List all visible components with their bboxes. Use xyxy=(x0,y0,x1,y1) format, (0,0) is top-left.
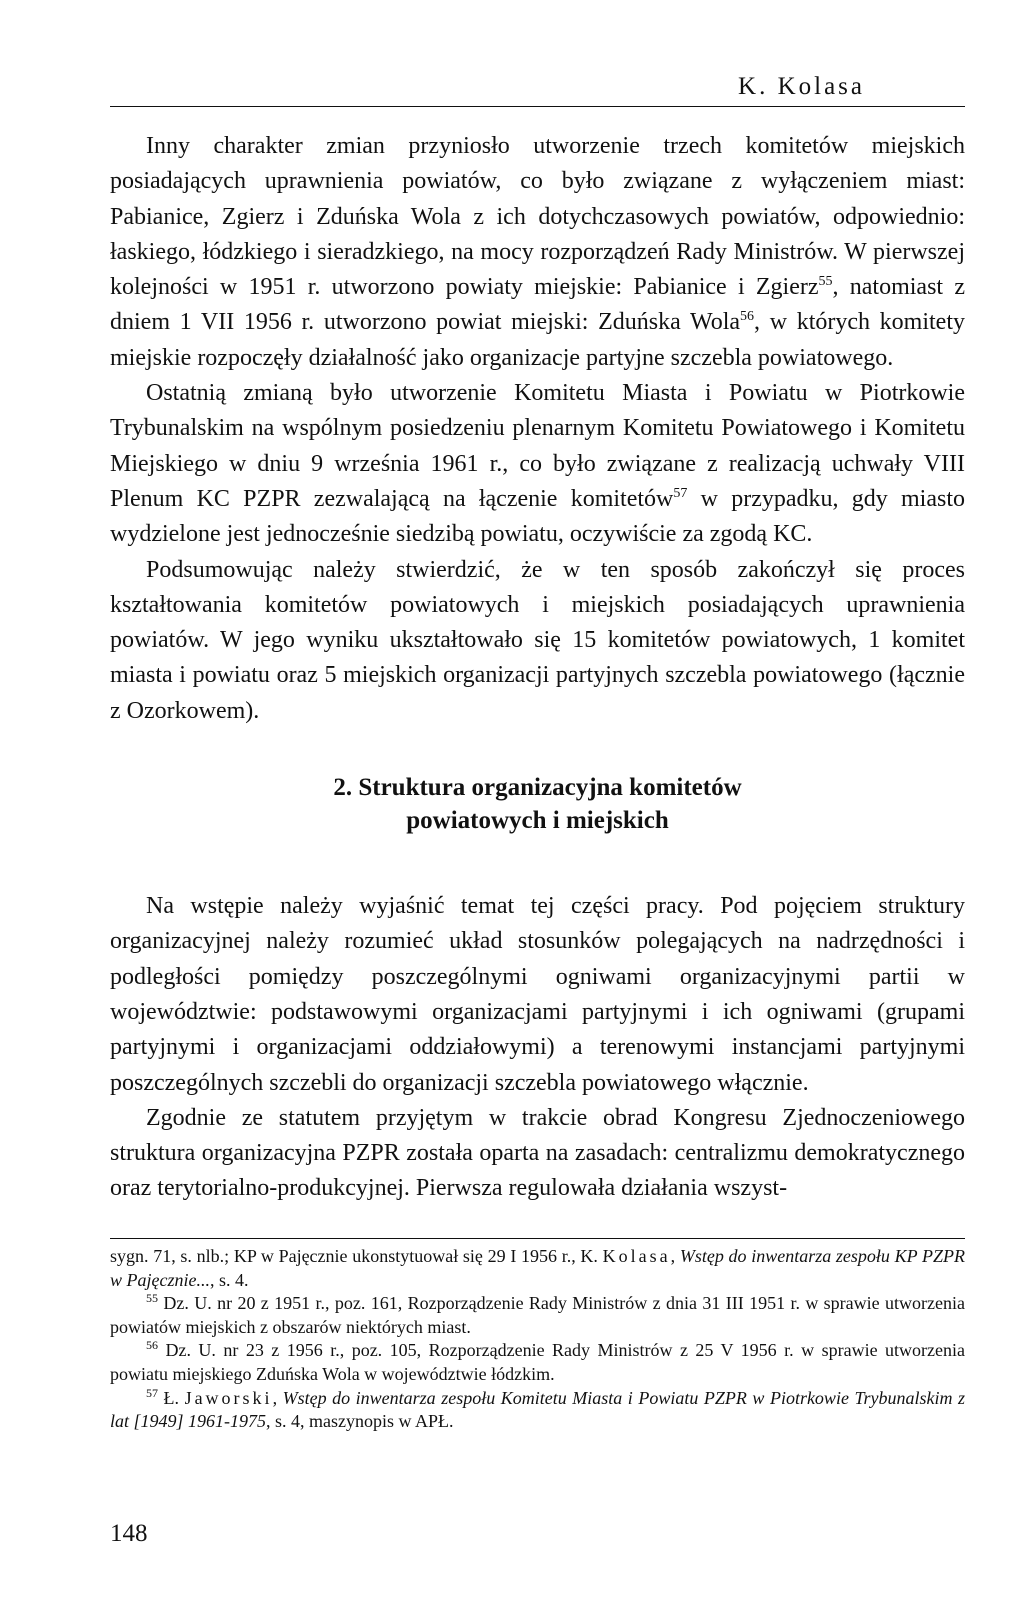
footnote-56 xyxy=(110,1339,965,1386)
paragraph-2-part-a: Ostatnią zmianą było utworzenie Komitetu Miasta i Powiatu w Piotrkowie Trybunalskim na wspólnym posiedzeniu plenarnym Komitetu Powiatowego i Komitetu Miejskiego w dniu 9 września 1961 r., co było związane z realizacją uchwały VIII Plenum KC PZPR zezwalającą na łączenie komitetów xyxy=(110,380,965,512)
footnote-56-text: Dz. U. nr 23 z 1956 r., poz. 105, Rozporządzenie Rady Ministrów z 25 V 1956 r. w sprawie utworzenia powiatu miejskiego Zduńska Wola w województwie łódzkim. xyxy=(110,1340,965,1384)
footnote-rule xyxy=(110,1238,965,1239)
footnote-57-tail: , s. 4, maszynopis w APŁ. xyxy=(266,1411,454,1432)
body-text xyxy=(110,129,965,1207)
footnote-55-number: 55 xyxy=(146,1291,158,1306)
section-title-line-1: 2. Struktura organizacyjna komitetów xyxy=(333,774,742,802)
paragraph-4: Na wstępie należy wyjaśnić temat tej części pracy. Pod pojęciem struktury organizacyjnej należy rozumieć układ stosunków polegających na nadrzędności i podległości pomiędzy poszczególnymi ogniwami organizacyjnymi partii w województwie: podstawowymi organizacjami partyjnymi i ich ogniwami (grupami partyjnymi i organizacjami oddziałowymi) a terenowymi instancjami partyjnymi poszczególnych szczebli do organizacji szczebla powiatowego włącznie. xyxy=(110,893,965,1096)
footnote-ref-55: 55 xyxy=(818,274,833,290)
paragraph-1-part-b: , natomiast z dniem 1 VII 1956 r. utworzono powiat miejski: Zduńska Wola xyxy=(110,274,966,336)
footnote-57-sep: , xyxy=(272,1387,283,1408)
section-title xyxy=(110,771,965,837)
paragraph-3: Podsumowując należy stwierdzić, że w ten sposób zakończył się proces kształtowania komitetów powiatowych i miejskich posiadających uprawnienia powiatów. W jego wyniku ukształtowało się 15 komitetów powiatowych, 1 komitet miasta i powiatu oraz 5 miejskich organizacji partyjnych szczebla powiatowego (łącznie z Ozorkowem). xyxy=(110,556,965,724)
footnotes xyxy=(110,1238,965,1434)
footnote-cont-author: Kolasa xyxy=(602,1246,671,1266)
footnote-57-number: 57 xyxy=(146,1385,158,1400)
footnote-57-initial: Ł. xyxy=(158,1387,185,1408)
footnote-cont-page: , s. 4. xyxy=(209,1269,249,1290)
paragraph-1 xyxy=(110,129,965,376)
header-rule xyxy=(110,106,965,107)
footnote-cont-title: Wstęp do inwentarza zespołu KP PZPR w Pajęcznie... xyxy=(110,1246,966,1290)
footnote-55 xyxy=(110,1292,965,1339)
page-number: 148 xyxy=(110,1520,148,1547)
page-content xyxy=(110,72,965,1207)
footnote-cont-sep: , xyxy=(670,1246,680,1266)
paragraph-1-part-c: , w których komitety miejskie rozpoczęły działalność jako organizacje partyjne szczebla powiatowego. xyxy=(110,309,965,371)
footnote-57-title: Wstęp do inwentarza zespołu Komitetu Miasta i Powiatu PZPR w Piotrkowie Trybunalskim z lat [1949] 1961-1975 xyxy=(110,1387,966,1432)
footnote-55-text: Dz. U. nr 20 z 1951 r., poz. 161, Rozporządzenie Rady Ministrów z dnia 31 III 1951 r. w sprawie utworzenia powiatów miejskich z obszarów niektórych miast. xyxy=(110,1293,965,1337)
running-head: K. Kolasa xyxy=(738,73,865,100)
paragraph-1-part-a: Inny charakter zmian przyniosło utworzenie trzech komitetów miejskich posiadających uprawnienia powiatów, co było związane z wyłączeniem miast: Pabianice, Zgierz i Zduńska Wola z ich dotychczasowych powiatów, odpowiednio: łaskiego, łódzkiego i sieradzkiego, na mocy rozporządzeń Rady Ministrów. W pierwszej kolejności w 1951 r. utworzono powiaty miejskie: Pabianice i Zgierz xyxy=(110,133,965,301)
paragraph-5: Zgodnie ze statutem przyjętym w trakcie obrad Kongresu Zjednoczeniowego struktura organizacyjna PZPR została oparta na zasadach: centralizmu demokratycznego oraz terytorialno-produkcyjnej. Pierwsza regulowała działania wszyst- xyxy=(110,1104,965,1202)
section-title-line-2: powiatowych i miejskich xyxy=(406,807,669,835)
footnote-ref-57: 57 xyxy=(673,485,688,501)
footnote-57 xyxy=(110,1387,965,1434)
footnote-cont-text: sygn. 71, s. nlb.; KP w Pajęcznie ukonstytuował się 29 I 1956 r., K. xyxy=(110,1246,603,1266)
paragraph-2-part-b: w przypadku, gdy miasto wydzielone jest jednocześnie siedzibą powiatu, oczywiście za zgodą KC. xyxy=(110,485,965,548)
footnote-57-author: Jaworski xyxy=(184,1387,273,1408)
footnote-continued xyxy=(110,1245,965,1292)
footnote-ref-56: 56 xyxy=(740,309,755,325)
footnote-56-number: 56 xyxy=(146,1338,158,1353)
paragraph-2 xyxy=(110,376,965,552)
